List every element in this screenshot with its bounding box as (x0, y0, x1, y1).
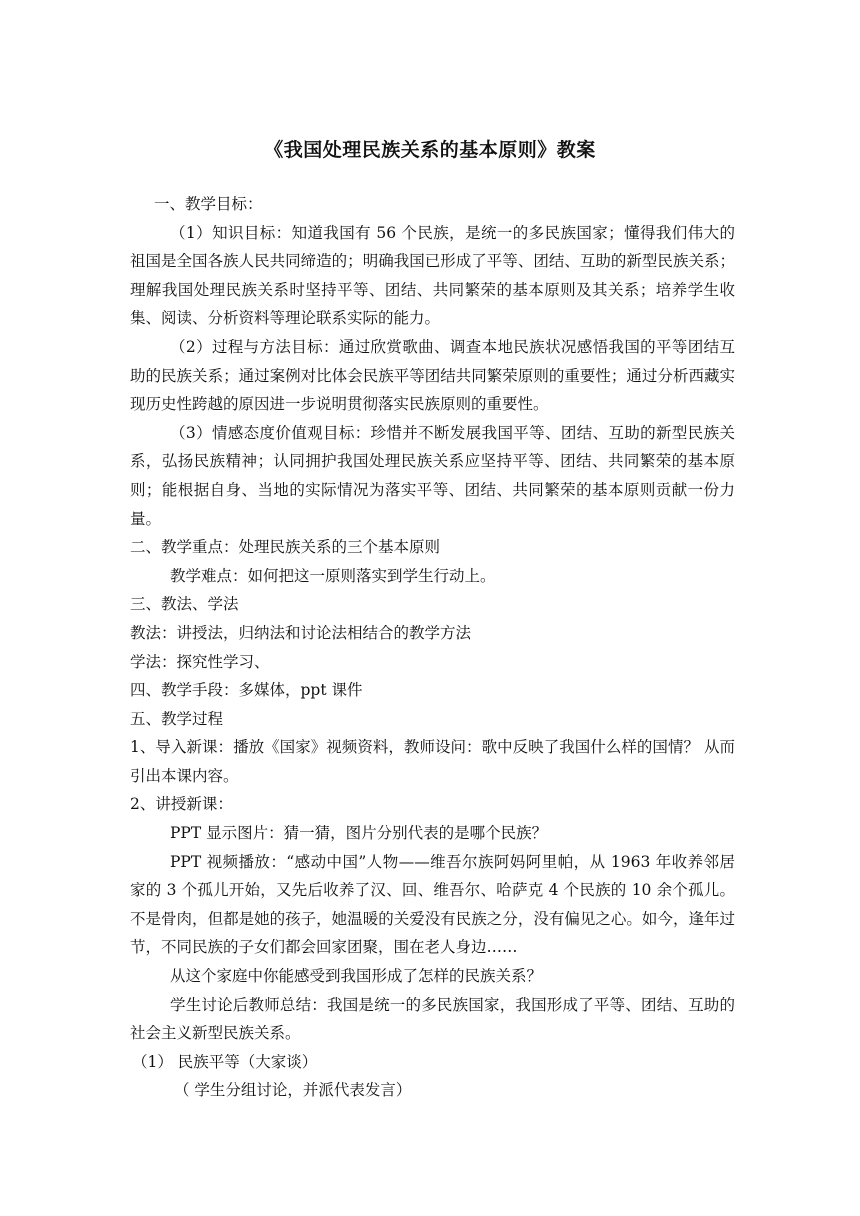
paragraph-question: 从这个家庭中你能感受到我国形成了怎样的民族关系？ (170, 967, 543, 986)
section-heading-objectives: 一、教学目标： (154, 195, 263, 213)
document-title: 《我国处理民族关系的基本原则》教案 (264, 139, 596, 161)
paragraph-knowledge-objective: （1）知识目标：知道我国有 56 个民族，是统一的多民族国家；懂得我们伟大的祖国是全国各族人民共同缔造的；明确我国已形成了平等、团结、互助的新型民族关系；理解我国处理民族关系时坚持平等、团结、共同繁荣的基本原则及其关系；培养学生收集、阅读、分析资料等理论联系实际的能力。 (130, 223, 735, 328)
section-heading-process: 五、教学过程 (130, 709, 224, 728)
document-body (130, 190, 735, 1105)
paragraph-process-objective: （2）过程与方法目标：通过欣赏歌曲、调查本地民族状况感悟我国的平等团结互助的民族关系；通过案例对比体会民族平等团结共同繁荣原则的重要性；通过分析西藏实现历史性跨越的原因进一步说明贯彻落实民族原则的重要性。 (130, 337, 735, 414)
paragraph-ppt-images: PPT 显示图片：猜一猜，图片分别代表的是哪个民族？ (170, 824, 548, 843)
paragraph-ppt-video: PPT 视频播放：“感动中国”人物——维吾尔族阿妈阿里帕，从 1963 年收养邻居家的 3 个孤儿开始，又先后收养了汉、回、维吾尔、哈萨克 4 个民族的 10 余个孤儿。不是骨肉，但都是她的孩子，她温暖的关爱没有民族之分，没有偏见之心。如今，逢年过节，不同民族的子女们都会回家团聚，围在老人身边…… (130, 852, 735, 957)
paragraph-intro: 1、导入新课：播放《国家》视频资料，教师设问：歌中反映了我国什么样的国情？ 从而引出本课内容。 (130, 738, 735, 785)
section-heading-key-points: 二、教学重点：处理民族关系的三个基本原则 (130, 538, 441, 557)
paragraph-new-lesson: 2、讲授新课： (130, 795, 233, 814)
paragraph-learning-method: 学法：探究性学习、 (130, 652, 270, 671)
paragraph-difficulty: 教学难点：如何把这一原则落实到学生行动上。 (170, 566, 496, 585)
paragraph-ethnic-equality: （1） 民族平等（大家谈） (132, 1052, 318, 1071)
paragraph-group-discussion: （ 学生分组讨论，并派代表发言） (174, 1081, 412, 1100)
section-heading-means: 四、教学手段：多媒体，ppt 课件 (130, 681, 363, 700)
paragraph-emotion-objective: （3）情感态度价值观目标：珍惜并不断发展我国平等、团结、互助的新型民族关系，弘扬民族精神；认同拥护我国处理民族关系应坚持平等、团结、共同繁荣的基本原则；能根据自身、当地的实际情况为落实平等、团结、共同繁荣的基本原则贡献一份力量。 (130, 423, 735, 528)
paragraph-teaching-method: 教法：讲授法，归纳法和讨论法相结合的教学方法 (130, 623, 472, 642)
section-heading-methods: 三、教法、学法 (130, 595, 239, 614)
paragraph-summary: 学生讨论后教师总结：我国是统一的多民族国家，我国形成了平等、团结、互助的社会主义新型民族关系。 (130, 995, 735, 1043)
